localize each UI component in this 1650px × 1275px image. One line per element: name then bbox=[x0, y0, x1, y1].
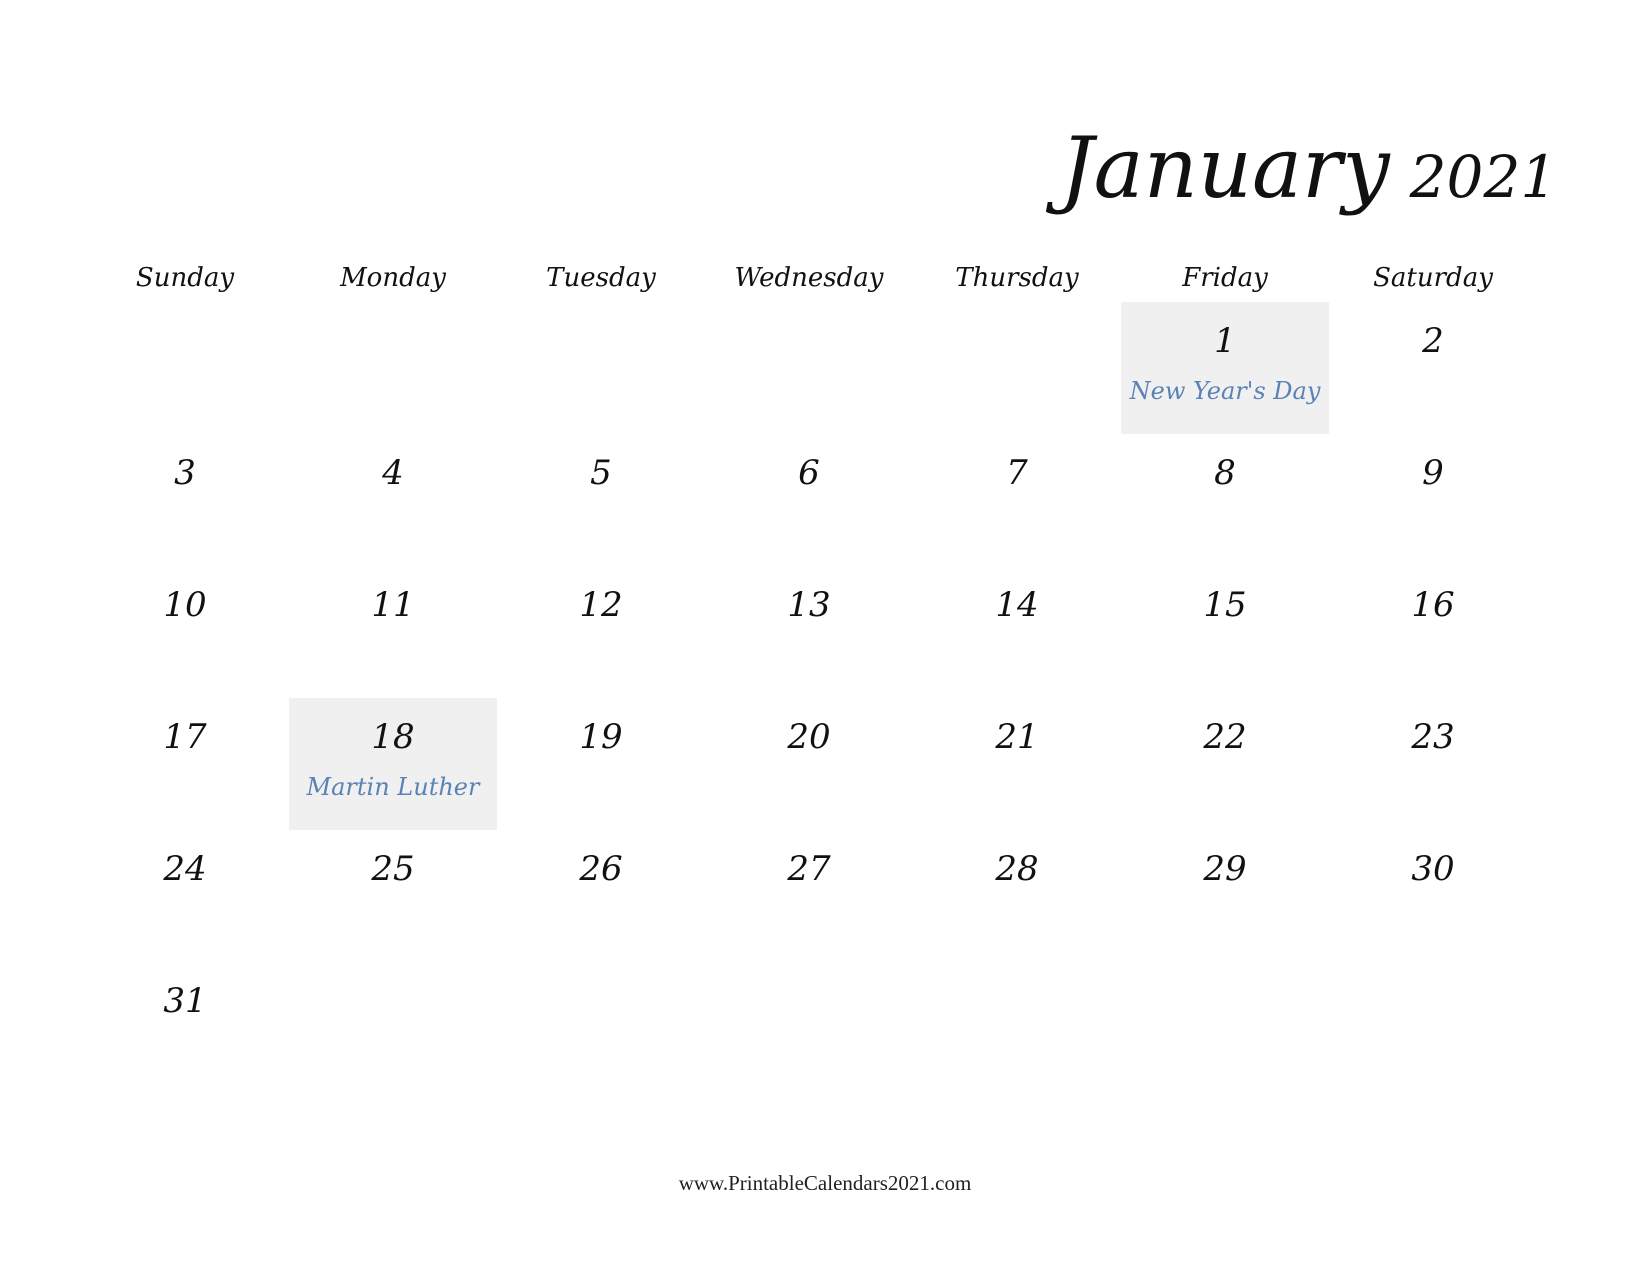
day-cell bbox=[1121, 302, 1329, 434]
day-number bbox=[89, 302, 281, 362]
day-cell bbox=[913, 698, 1121, 830]
day-cell bbox=[913, 566, 1121, 698]
day-number: 28 bbox=[995, 849, 1039, 889]
weekday-wednesday: Wednesday bbox=[734, 263, 884, 293]
day-number: 29 bbox=[1203, 849, 1247, 889]
empty-day-cell bbox=[1121, 962, 1329, 1094]
day-number: 15 bbox=[1203, 585, 1247, 625]
day-number: 23 bbox=[1411, 717, 1455, 757]
empty-day-cell bbox=[289, 962, 497, 1094]
day-number: 25 bbox=[371, 849, 415, 889]
day-number: 22 bbox=[1203, 717, 1247, 757]
day-number: 26 bbox=[579, 849, 623, 889]
day-number: 13 bbox=[787, 585, 831, 625]
day-number: 20 bbox=[787, 717, 831, 757]
day-cell bbox=[913, 434, 1121, 566]
day-number bbox=[297, 962, 489, 1022]
day-number: 6 bbox=[798, 453, 820, 493]
day-number: 24 bbox=[163, 849, 207, 889]
day-number: 5 bbox=[590, 453, 612, 493]
day-cell bbox=[81, 566, 289, 698]
day-cell bbox=[497, 566, 705, 698]
weekday-monday: Monday bbox=[340, 263, 446, 293]
day-cell bbox=[705, 566, 913, 698]
day-cell bbox=[289, 434, 497, 566]
calendar-title bbox=[1060, 118, 1600, 268]
day-number bbox=[713, 302, 905, 362]
day-cell bbox=[705, 698, 913, 830]
holiday-label: Martin Luther bbox=[306, 773, 480, 801]
empty-day-cell bbox=[81, 302, 289, 434]
day-cell bbox=[1329, 566, 1537, 698]
weekday-thursday: Thursday bbox=[955, 263, 1079, 293]
day-cell bbox=[705, 434, 913, 566]
day-number: 4 bbox=[382, 453, 404, 493]
holiday-label: New Year's Day bbox=[1129, 377, 1321, 405]
day-number bbox=[713, 962, 905, 1022]
day-number: 27 bbox=[787, 849, 831, 889]
day-cell bbox=[1329, 698, 1537, 830]
day-cell bbox=[497, 434, 705, 566]
day-cell bbox=[289, 566, 497, 698]
day-cell bbox=[1121, 830, 1329, 962]
day-cell bbox=[81, 962, 289, 1094]
empty-day-cell bbox=[913, 962, 1121, 1094]
day-number: 19 bbox=[579, 717, 623, 757]
empty-day-cell bbox=[705, 302, 913, 434]
day-number bbox=[505, 962, 697, 1022]
day-cell bbox=[1121, 698, 1329, 830]
day-cell bbox=[81, 434, 289, 566]
weekday-tuesday: Tuesday bbox=[546, 263, 656, 293]
empty-day-cell bbox=[705, 962, 913, 1094]
day-cell bbox=[289, 830, 497, 962]
day-number bbox=[297, 302, 489, 362]
day-cell bbox=[1329, 434, 1537, 566]
day-number bbox=[1337, 962, 1529, 1022]
day-number bbox=[505, 302, 697, 362]
day-cell bbox=[81, 830, 289, 962]
day-number: 8 bbox=[1214, 453, 1236, 493]
day-number: 17 bbox=[163, 717, 207, 757]
weekday-header-row bbox=[81, 258, 1537, 302]
day-cell bbox=[81, 698, 289, 830]
footer-url: www.PrintableCalendars2021.com bbox=[678, 1171, 972, 1195]
day-number: 12 bbox=[579, 585, 623, 625]
day-number: 1 bbox=[1214, 321, 1236, 361]
weekday-saturday: Saturday bbox=[1373, 263, 1493, 293]
day-number bbox=[921, 962, 1113, 1022]
empty-day-cell bbox=[497, 962, 705, 1094]
day-number: 3 bbox=[174, 453, 196, 493]
empty-day-cell bbox=[289, 302, 497, 434]
day-cell bbox=[1121, 434, 1329, 566]
day-number: 18 bbox=[371, 717, 415, 757]
calendar-grid bbox=[81, 302, 1537, 1094]
day-number: 11 bbox=[371, 585, 415, 625]
title-year: 2021 bbox=[1409, 143, 1558, 211]
day-cell bbox=[1329, 302, 1537, 434]
weekday-friday: Friday bbox=[1182, 263, 1268, 293]
day-cell bbox=[705, 830, 913, 962]
day-cell bbox=[1121, 566, 1329, 698]
day-cell bbox=[497, 830, 705, 962]
day-number: 31 bbox=[163, 981, 207, 1021]
day-number: 9 bbox=[1422, 453, 1444, 493]
day-number: 2 bbox=[1422, 321, 1444, 361]
title-month: January bbox=[1060, 119, 1390, 217]
day-number: 14 bbox=[995, 585, 1039, 625]
empty-day-cell bbox=[913, 302, 1121, 434]
day-cell bbox=[289, 698, 497, 830]
weekday-sunday: Sunday bbox=[135, 263, 235, 293]
day-number: 16 bbox=[1411, 585, 1455, 625]
day-cell bbox=[913, 830, 1121, 962]
day-number: 10 bbox=[163, 585, 207, 625]
day-cell bbox=[497, 698, 705, 830]
day-number: 30 bbox=[1411, 849, 1455, 889]
empty-day-cell bbox=[1329, 962, 1537, 1094]
day-number bbox=[1129, 962, 1321, 1022]
day-number: 21 bbox=[995, 717, 1039, 757]
day-number bbox=[921, 302, 1113, 362]
day-number: 7 bbox=[1006, 453, 1028, 493]
empty-day-cell bbox=[497, 302, 705, 434]
day-cell bbox=[1329, 830, 1537, 962]
